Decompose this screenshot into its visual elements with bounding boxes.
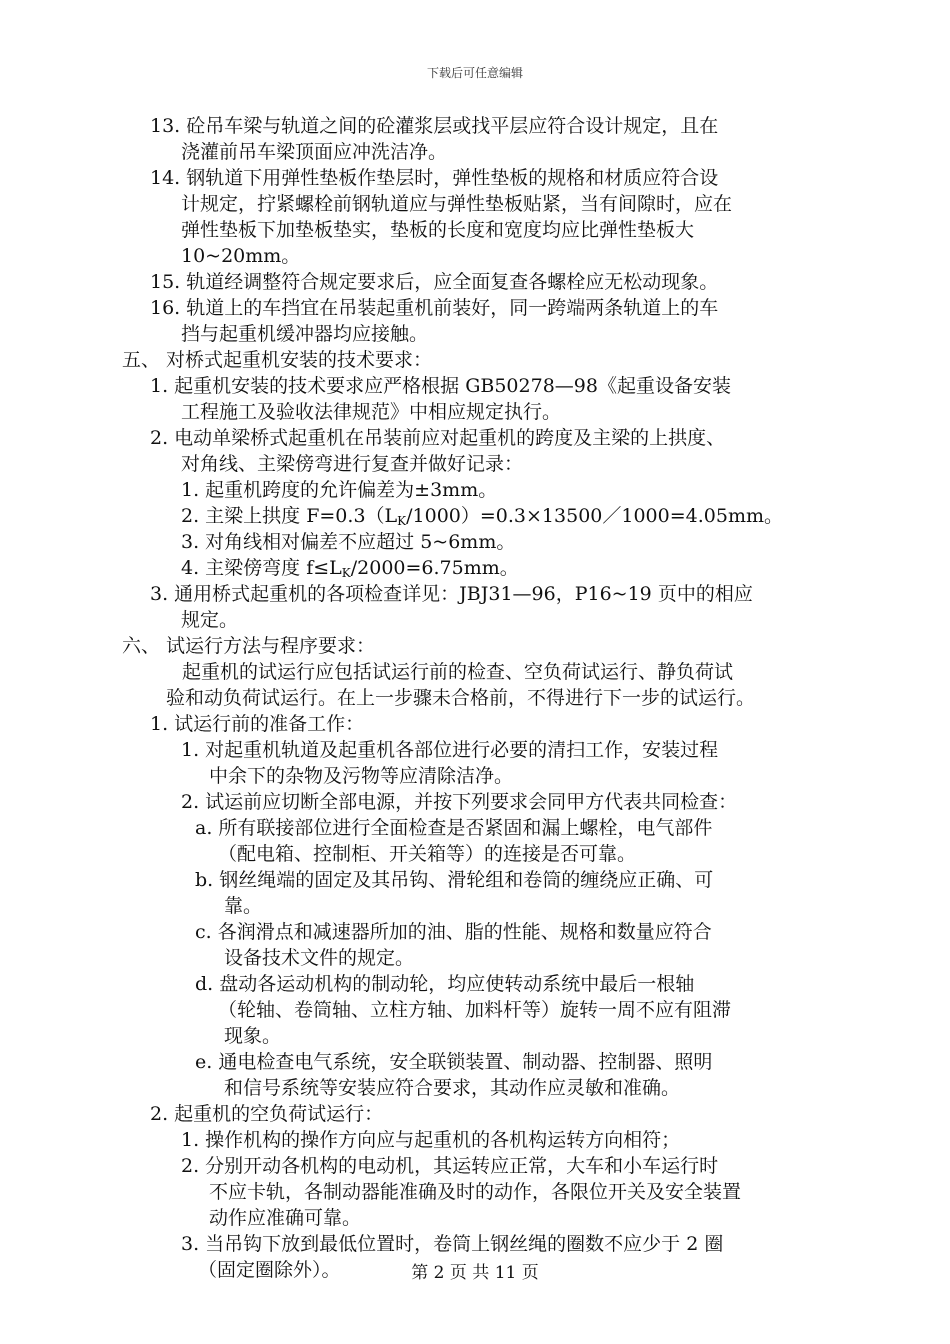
s5-item-3-line-2: 规定。 [181,609,239,631]
s6-intro-line-2: 验和动负荷试运行。在上一步骤未合格前，不得进行下一步的试运行。 [166,687,756,709]
check-d-line-1: d. 盘动各运动机构的制动轮，均应使转动系统中最后一根轴 [195,973,695,995]
s5-item-2-line-1: 2. 电动单梁桥式起重机在吊装前应对起重机的跨度及主梁的上拱度、 [150,427,726,449]
item-14-line-4: 10~20mm。 [181,245,301,267]
s5-sub-2-subscript: K [397,514,407,528]
section-6-heading: 六、 试运行方法与程序要求： [122,635,376,657]
s5-sub-1: 1. 起重机跨度的允许偏差为±3mm。 [181,479,498,501]
s5-item-1-line-1: 1. 起重机安装的技术要求应严格根据 GB50278—98《起重设备安装 [150,375,731,397]
s5-sub-4-tail: /2000=6.75mm。 [350,557,519,579]
header-note: 下载后可任意编辑 [426,66,523,80]
s6-2-sub-2-line-3: 动作应准确可靠。 [209,1207,362,1229]
check-e-line-1: e. 通电检查电气系统，安全联锁装置、制动器、控制器、照明 [195,1051,713,1073]
page-footer: 第 2 页 共 11 页 [411,1263,539,1283]
item-14-line-2: 计规定，拧紧螺栓前钢轨道应与弹性垫板贴紧，当有间隙时，应在 [181,193,733,215]
s5-item-2-line-2: 对角线、主梁傍弯进行复查并做好记录： [181,453,524,475]
item-14-line-1: 14. 钢轨道下用弹性垫板作垫层时，弹性垫板的规格和材质应符合设 [150,167,719,189]
check-d-line-2: （轮轴、卷筒轴、立柱方轴、加料杆等）旋转一周不应有阻滞 [218,999,732,1021]
s6-item-1: 1. 试运行前的准备工作： [150,713,365,735]
s5-sub-2-head: 2. 主梁上拱度 F=0.3（L [181,505,398,527]
check-e-line-2: 和信号系统等安装应符合要求，其动作应灵敏和准确。 [224,1077,681,1099]
check-c-line-2: 设备技术文件的规定。 [224,947,415,969]
section-5-heading: 五、 对桥式起重机安装的技术要求： [122,349,433,371]
check-a-line-2: （配电箱、控制柜、开关箱等）的连接是否可靠。 [218,843,637,865]
s6-sub-1-line-2: 中余下的杂物及污物等应清除洁净。 [209,765,514,787]
s6-item-2: 2. 起重机的空负荷试运行： [150,1103,384,1125]
check-b-line-1: b. 钢丝绳端的固定及其吊钩、滑轮组和卷筒的缠绕应正确、可 [195,869,714,891]
s6-2-sub-2-line-2: 不应卡轨，各制动器能准确及时的动作，各限位开关及安全装置 [209,1181,742,1203]
s6-2-sub-3-line-2: （固定圈除外）。 [198,1259,341,1281]
s5-sub-3: 3. 对角线相对偏差不应超过 5~6mm。 [181,531,516,553]
item-13-line-1: 13. 砼吊车梁与轨道之间的砼灌浆层或找平层应符合设计规定，且在 [150,115,719,137]
s6-2-sub-2-line-1: 2. 分别开动各机构的电动机，其运转应正常，大车和小车运行时 [181,1155,719,1177]
s6-sub-1-line-1: 1. 对起重机轨道及起重机各部位进行必要的清扫工作，安装过程 [181,739,719,761]
s5-item-1-line-2: 工程施工及验收法律规范》中相应规定执行。 [181,401,562,423]
s6-sub-2: 2. 试运前应切断全部电源，并按下列要求会同甲方代表共同检查： [181,791,738,813]
s5-sub-2 [181,504,783,529]
s5-sub-4 [181,556,519,581]
item-16-line-2: 挡与起重机缓冲器均应接触。 [181,323,429,345]
s5-sub-4-head: 4. 主梁傍弯度 f≤L [181,557,342,579]
check-d-line-3: 现象。 [224,1025,282,1047]
item-15: 15. 轨道经调整符合规定要求后，应全面复查各螺栓应无松动现象。 [150,271,719,293]
check-a-line-1: a. 所有联接部位进行全面检查是否紧固和漏上螺栓，电气部件 [195,817,713,839]
s6-intro-line-1: 起重机的试运行应包括试运行前的检查、空负荷试运行、静负荷试 [182,661,734,683]
check-b-line-2: 靠。 [224,895,263,917]
s6-2-sub-3-line-1: 3. 当吊钩下放到最低位置时，卷筒上钢丝绳的圈数不应少于 2 圈 [181,1233,724,1255]
s5-item-3-line-1: 3. 通用桥式起重机的各项检查详见：JBJ31—96，P16~19 页中的相应 [150,583,753,605]
item-13-line-2: 浇灌前吊车梁顶面应冲洗洁净。 [181,141,448,163]
item-14-line-3: 弹性垫板下加垫板垫实，垫板的长度和宽度均应比弹性垫板大 [181,219,695,241]
s5-sub-2-tail: /1000）=0.3×13500／1000=4.05mm。 [406,505,783,527]
item-16-line-1: 16. 轨道上的车挡宜在吊装起重机前装好，同一跨端两条轨道上的车 [150,297,719,319]
s5-sub-4-subscript: K [341,566,351,580]
check-c-line-1: c. 各润滑点和减速器所加的油、脂的性能、规格和数量应符合 [195,921,712,943]
s6-2-sub-1: 1. 操作机构的操作方向应与起重机的各机构运转方向相符； [181,1129,681,1151]
